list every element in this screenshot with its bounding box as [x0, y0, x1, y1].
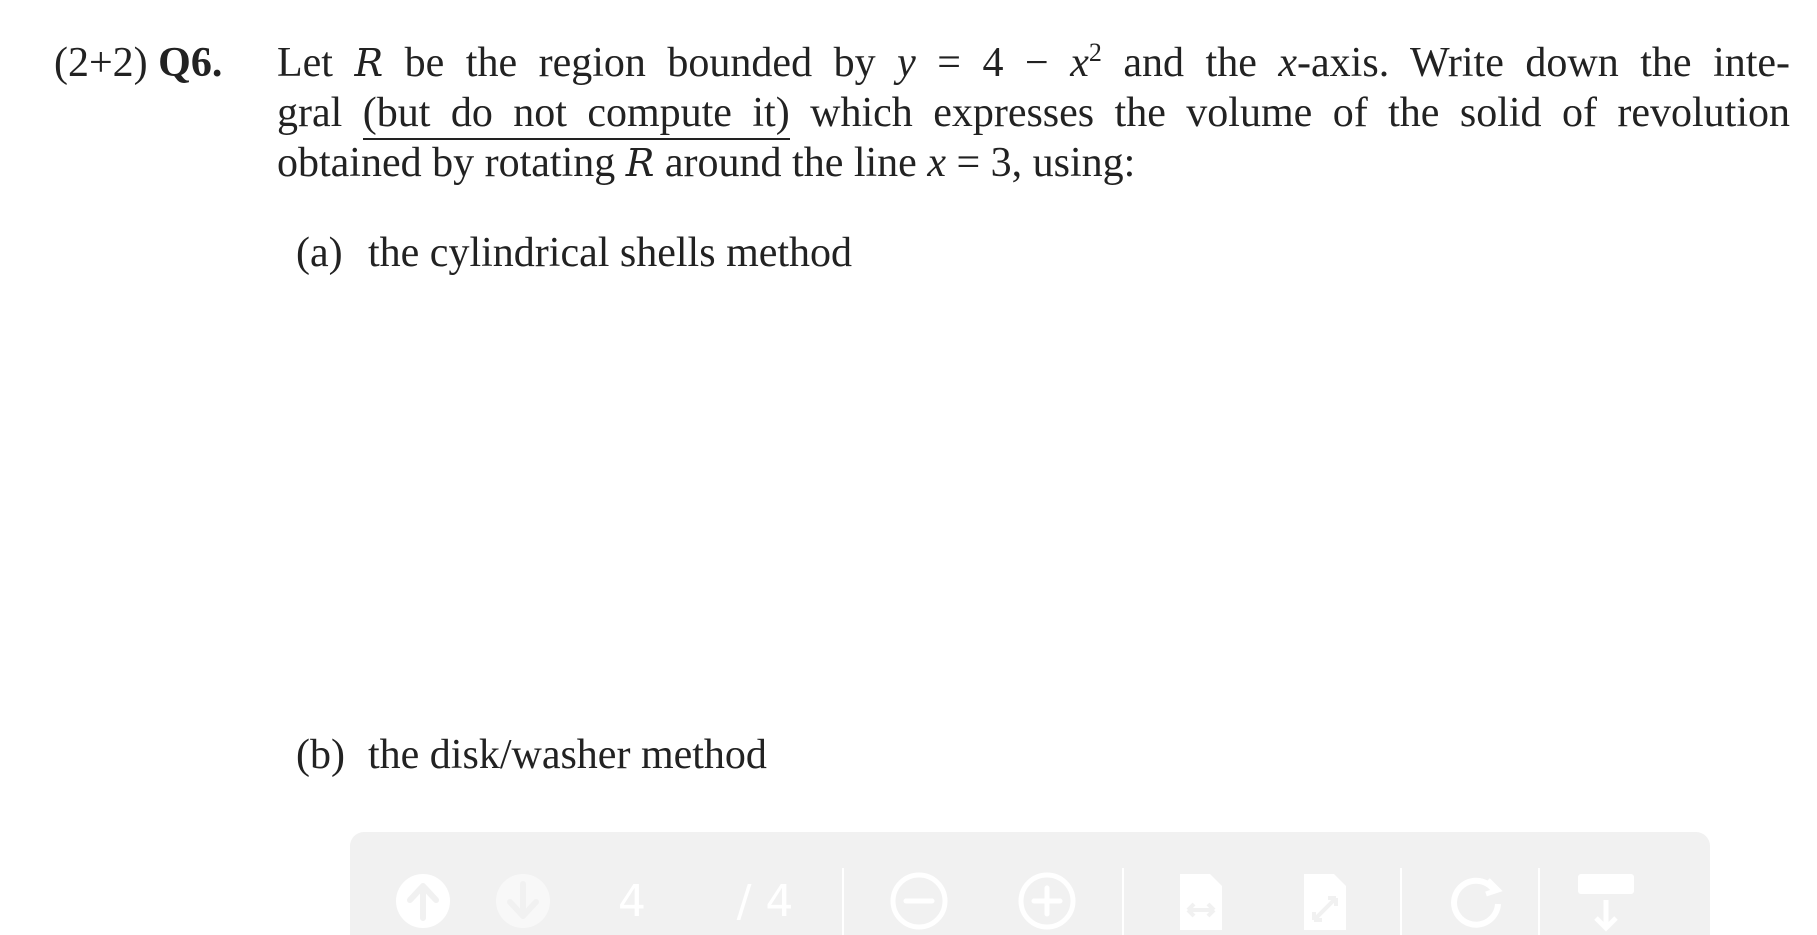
pdf-toolbar [350, 832, 1710, 935]
math-var-y: y [897, 40, 916, 86]
part-label: (a) [296, 230, 343, 276]
text-span: be the region bounded by [383, 40, 898, 86]
exponent: 2 [1088, 38, 1102, 67]
page-total: / 4 [736, 876, 794, 927]
arrow-down-icon [494, 872, 552, 930]
prev-page-button[interactable] [394, 872, 452, 930]
text-span: = 4 − [915, 40, 1071, 86]
next-page-button[interactable] [494, 872, 552, 930]
text-span: Let [277, 40, 355, 86]
fit-width-icon [1176, 872, 1226, 932]
question-label [54, 38, 222, 88]
toolbar-divider [1400, 868, 1402, 935]
question-text [277, 38, 1790, 188]
toolbar-divider [1538, 868, 1540, 935]
math-var-x: x [1070, 40, 1089, 86]
download-button[interactable] [1576, 872, 1636, 932]
underlined-note: (but do not compute it) [363, 90, 790, 140]
download-icon [1576, 872, 1636, 932]
question-line-2 [277, 88, 1790, 138]
region-symbol: R [354, 41, 384, 85]
part-text: the cylindrical shells method [368, 230, 853, 276]
question-line-1 [277, 38, 1790, 88]
zoom-in-icon [1018, 872, 1076, 930]
math-var-x: x [927, 140, 946, 186]
question-number: Q6. [158, 40, 223, 86]
math-var-x: x [1278, 40, 1298, 86]
fit-page-button[interactable] [1300, 872, 1350, 932]
text-span: obtained by rotating [277, 140, 626, 186]
page-number-input[interactable]: 4 [618, 876, 646, 927]
part-label: (b) [296, 732, 345, 778]
region-symbol: R [625, 141, 655, 185]
zoom-in-button[interactable] [1018, 872, 1076, 930]
part-a [296, 228, 852, 278]
toolbar-divider [842, 868, 844, 935]
text-span: gral [277, 90, 363, 136]
rotate-icon [1448, 872, 1506, 930]
question-points: (2+2) [54, 40, 148, 86]
zoom-out-button[interactable] [890, 872, 948, 930]
text-span: which expresses the volume of the solid of revolution [789, 90, 1790, 136]
rotate-button[interactable] [1448, 872, 1506, 930]
fit-page-icon [1300, 872, 1350, 932]
text-span: and the [1101, 40, 1279, 86]
part-b [296, 730, 767, 780]
text-span: -axis. Write down the inte- [1297, 40, 1791, 86]
toolbar-divider [1122, 868, 1124, 935]
zoom-out-icon [890, 872, 948, 930]
question-line-3 [277, 138, 1790, 188]
arrow-up-icon [394, 872, 452, 930]
text-span: around the line [654, 140, 928, 186]
text-span: = 3, using: [945, 140, 1136, 186]
fit-width-button[interactable] [1176, 872, 1226, 932]
part-text: the disk/washer method [368, 732, 767, 778]
